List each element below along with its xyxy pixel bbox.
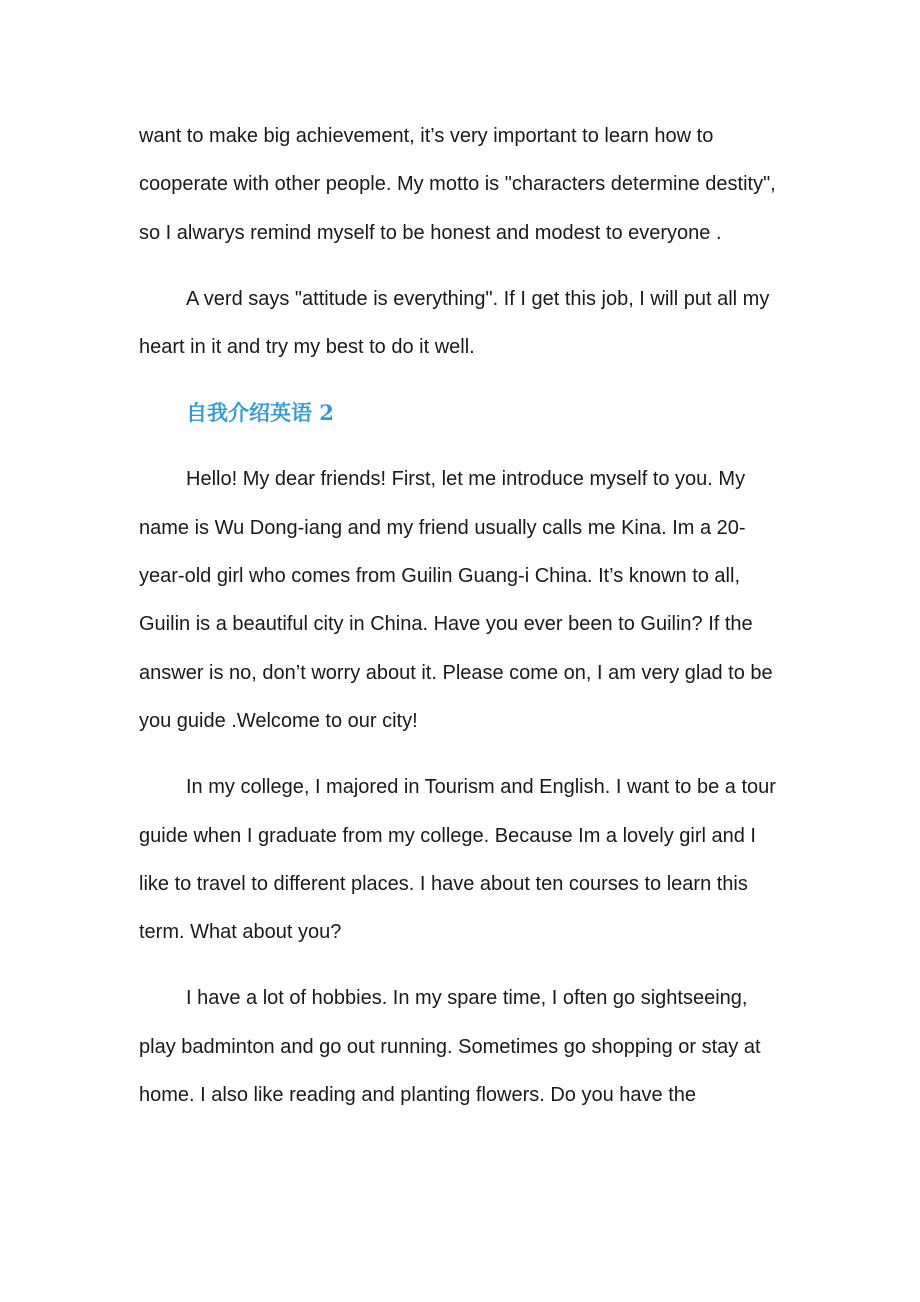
paragraph-introduction: Hello! My dear friends! First, let me introduce myself to you. My name is Wu Dong-iang and my friend usually calls me Kina. Im a 20-year-old girl who comes from Guilin Guang-i China. It’s known to all, Guilin is a beautiful city in China. Have you ever been to Guilin? If the answer is no, don’t worry about it. Please come on, I am very glad to be you guide .Welcome to our city! <box>139 468 773 732</box>
section-heading: 自我介绍英语 2 <box>186 400 334 426</box>
paragraph-attitude: A verd says "attitude is everything". If I get this job, I will put all my heart in it and try my best to do it well. <box>139 287 770 359</box>
document-body <box>139 112 789 1137</box>
paragraph-continuation: want to make big achievement, it’s very important to learn how to cooperate with other people. My motto is "characters determine destity", so I alwarys remind myself to be honest and modest to everyone . <box>139 125 776 244</box>
paragraph-hobbies: I have a lot of hobbies. In my spare time, I often go sightseeing, play badminton and go out running. Sometimes go shopping or stay at home. I also like reading and planting flowers. Do you have the <box>139 987 761 1107</box>
paragraph-college: In my college, I majored in Tourism and English. I want to be a tour guide when I graduate from my college. Because Im a lovely girl and I like to travel to different places. I have about ten courses to learn this term. What about you? <box>139 776 776 944</box>
